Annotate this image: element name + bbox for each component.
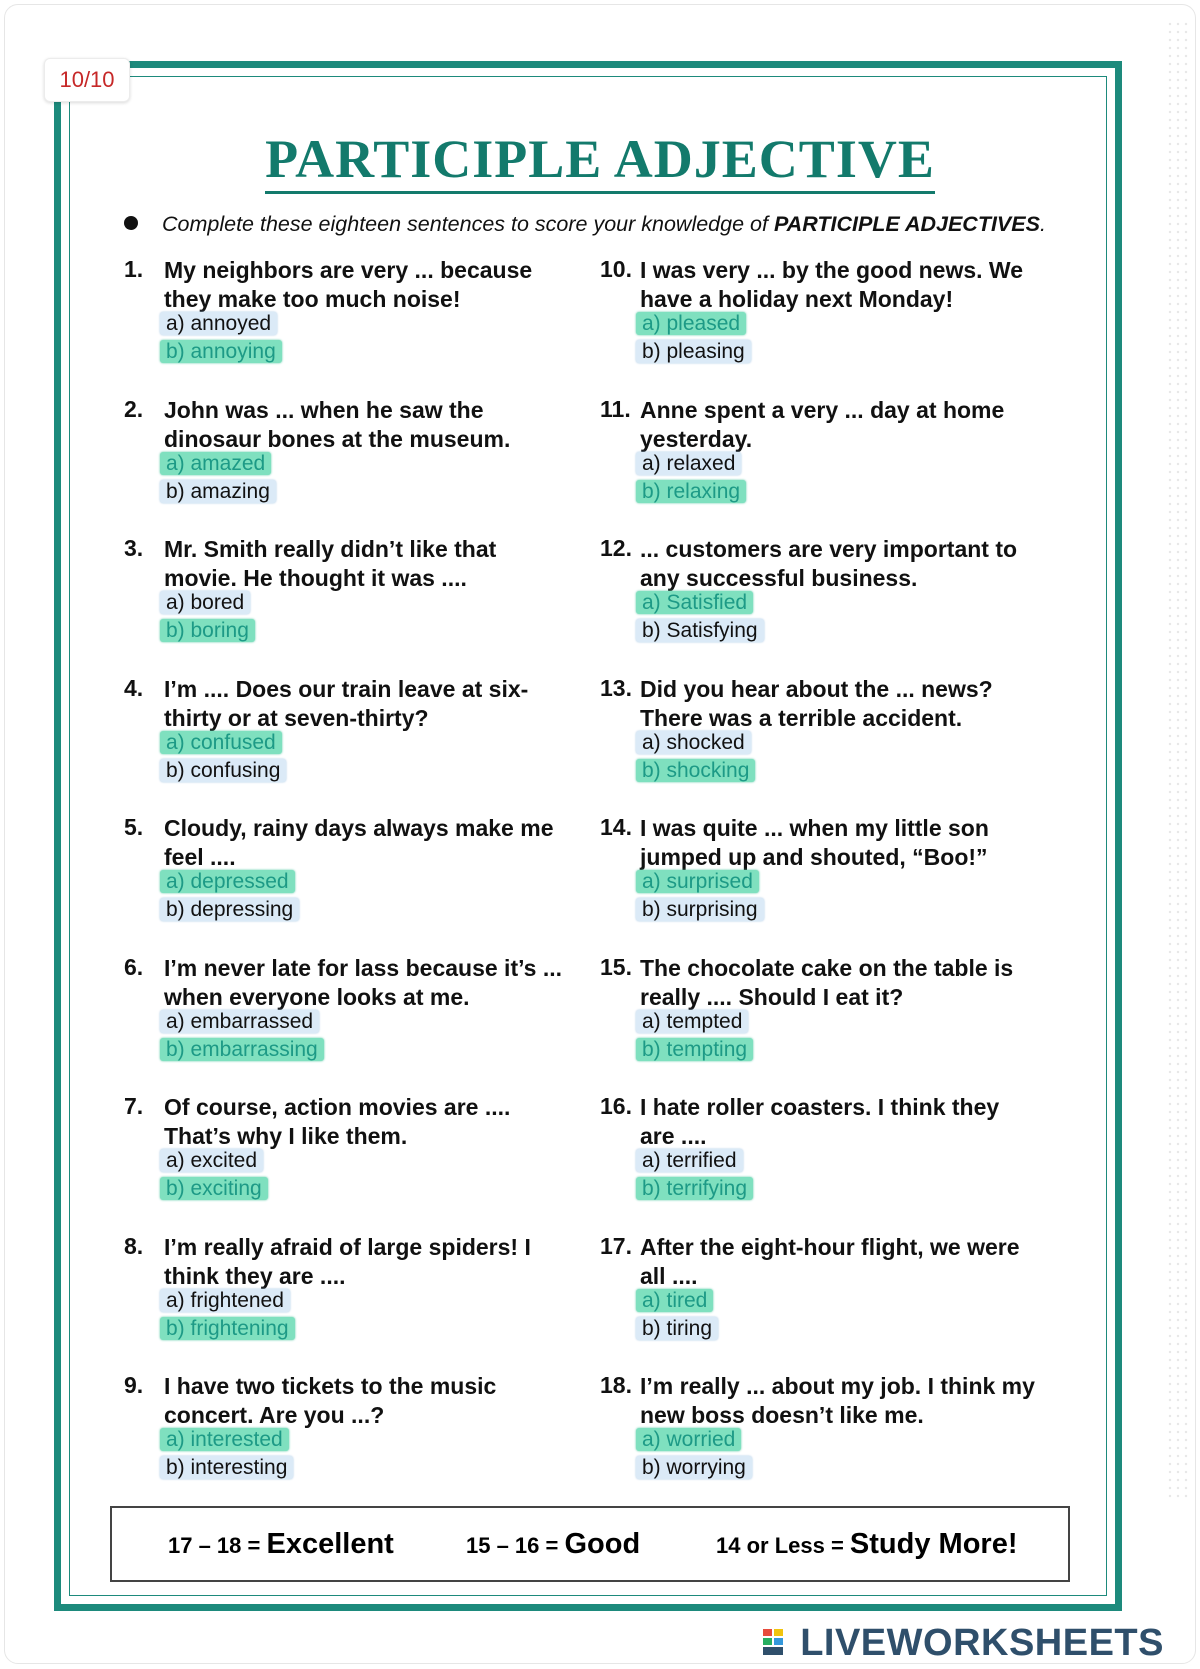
option-b[interactable]: b) Satisfying [636, 619, 764, 642]
score-badge: 10/10 [44, 58, 130, 102]
question-text: Of course, action movies are .... That’s why I like them. [164, 1094, 511, 1149]
option-b[interactable]: b) annoying [160, 340, 282, 363]
option-a[interactable]: a) confused [160, 731, 282, 754]
question-text: I hate roller coasters. I think they are .... [640, 1094, 1000, 1149]
option-a[interactable]: a) tempted [636, 1010, 748, 1033]
question-options [636, 1289, 718, 1345]
option-b[interactable]: b) shocking [636, 759, 755, 782]
option-b[interactable]: b) interesting [160, 1456, 293, 1479]
question-text: Mr. Smith really didn’t like that movie. He thought it was .... [164, 536, 497, 591]
question-number: 1. [124, 256, 144, 282]
option-a[interactable]: a) terrified [636, 1149, 743, 1172]
question-number: 6. [124, 953, 144, 980]
question-options [160, 1428, 293, 1484]
scroll-dots-decoration [1166, 20, 1192, 1500]
liveworksheets-brand[interactable]: LIVEWORKSHEETS [762, 1622, 1164, 1665]
option-a[interactable]: a) depressed [160, 870, 295, 893]
liveworksheets-logo-icon [762, 1627, 796, 1657]
option-b[interactable]: b) exciting [160, 1177, 268, 1200]
option-a[interactable]: a) shocked [636, 731, 751, 754]
question-number: 4. [124, 674, 144, 701]
option-a[interactable]: a) bored [160, 591, 250, 614]
instructions-end: . [1039, 212, 1046, 236]
question-text: After the eight-hour flight, we were all .... [640, 1233, 1020, 1289]
option-b[interactable]: b) depressing [160, 898, 299, 921]
question-options [636, 591, 764, 647]
question-number: 14. [600, 814, 632, 840]
option-b[interactable]: b) pleasing [636, 340, 751, 363]
question-options [160, 1289, 295, 1345]
question-text: Did you hear about the ... news? There was a terrible accident. [640, 675, 993, 731]
question-options [636, 870, 764, 926]
question-text: My neighbors are very ... because they make too much noise! [164, 257, 533, 312]
question-options [160, 731, 286, 787]
option-a[interactable]: a) excited [160, 1149, 263, 1172]
question-options [636, 1149, 753, 1205]
bullet-icon [124, 216, 138, 230]
legend-good: 15 – 16 = Good [466, 1528, 641, 1560]
question-number: 3. [124, 535, 144, 561]
question-text: ... customers are very important to any successful business. [640, 536, 1018, 591]
question-options [636, 452, 746, 508]
option-a[interactable]: a) surprised [636, 870, 759, 893]
option-b[interactable]: b) amazing [160, 480, 276, 503]
instructions [124, 212, 1046, 237]
question-text: I was quite ... when my little son jumped up and shouted, “Boo!” [640, 815, 989, 870]
question-text: I have two tickets to the music concert. Are you ...? [164, 1373, 497, 1428]
option-b[interactable]: b) tempting [636, 1038, 753, 1061]
question-options [160, 870, 299, 926]
question-number: 11. [600, 395, 631, 422]
question-number: 16. [600, 1093, 632, 1119]
question-text: Cloudy, rainy days always make me feel .... [164, 815, 554, 870]
option-a[interactable]: a) interested [160, 1428, 289, 1451]
question-options [160, 1149, 268, 1205]
question-text: John was ... when he saw the dinosaur bones at the museum. [164, 396, 511, 452]
question-number: 10. [600, 256, 632, 282]
question-number: 7. [124, 1093, 144, 1119]
question-options [160, 312, 282, 368]
question-options [160, 1010, 324, 1066]
option-b[interactable]: b) boring [160, 619, 255, 642]
question-text: The chocolate cake on the table is really .... Should I eat it? [640, 954, 1014, 1010]
question-text: Anne spent a very ... day at home yesterday. [640, 396, 1005, 452]
question-options [636, 312, 751, 368]
question-number: 8. [124, 1232, 144, 1259]
question-number: 12. [600, 535, 632, 561]
question-text: I’m never late for lass because it’s ... when everyone looks at me. [164, 954, 562, 1010]
question-options [636, 1010, 753, 1066]
option-b[interactable]: b) embarrassing [160, 1038, 324, 1061]
question-number: 17. [600, 1232, 632, 1259]
option-b[interactable]: b) frightening [160, 1317, 295, 1340]
option-b[interactable]: b) surprising [636, 898, 764, 921]
question-options [636, 731, 755, 787]
legend-excellent: 17 – 18 = Excellent [168, 1528, 394, 1560]
question-number: 5. [124, 814, 144, 840]
option-a[interactable]: a) annoyed [160, 312, 277, 335]
option-a[interactable]: a) amazed [160, 452, 271, 475]
option-b[interactable]: b) relaxing [636, 480, 746, 503]
instructions-text: Complete these eighteen sentences to score your knowledge of [162, 212, 774, 236]
option-b[interactable]: b) worrying [636, 1456, 752, 1479]
score-legend [110, 1506, 1070, 1582]
question-options [160, 452, 276, 508]
option-a[interactable]: a) frightened [160, 1289, 290, 1312]
option-b[interactable]: b) confusing [160, 759, 286, 782]
option-a[interactable]: a) embarrassed [160, 1010, 319, 1033]
question-text: I’m really ... about my job. I think my new boss doesn’t like me. [640, 1373, 1035, 1428]
question-options [160, 591, 255, 647]
option-a[interactable]: a) relaxed [636, 452, 741, 475]
option-a[interactable]: a) tired [636, 1289, 713, 1312]
question-text: I was very ... by the good news. We have a holiday next Monday! [640, 257, 1024, 312]
option-a[interactable]: a) pleased [636, 312, 746, 335]
question-options [636, 1428, 752, 1484]
question-number: 2. [124, 395, 144, 422]
instructions-bold: PARTICIPLE ADJECTIVES [773, 212, 1040, 236]
option-a[interactable]: a) Satisfied [636, 591, 753, 614]
legend-study-more: 14 or Less = Study More! [716, 1528, 1018, 1560]
question-text: I’m really afraid of large spiders! I think they are .... [164, 1233, 531, 1289]
question-text: I’m .... Does our train leave at six-thirty or at seven-thirty? [164, 675, 529, 731]
worksheet-title: PARTICIPLE ADJECTIVE [0, 128, 1200, 190]
option-b[interactable]: b) terrifying [636, 1177, 753, 1200]
question-number: 18. [600, 1372, 632, 1398]
question-number: 13. [600, 674, 632, 701]
option-a[interactable]: a) worried [636, 1428, 741, 1451]
option-b[interactable]: b) tiring [636, 1317, 718, 1340]
question-number: 9. [124, 1372, 144, 1398]
question-number: 15. [600, 953, 632, 980]
